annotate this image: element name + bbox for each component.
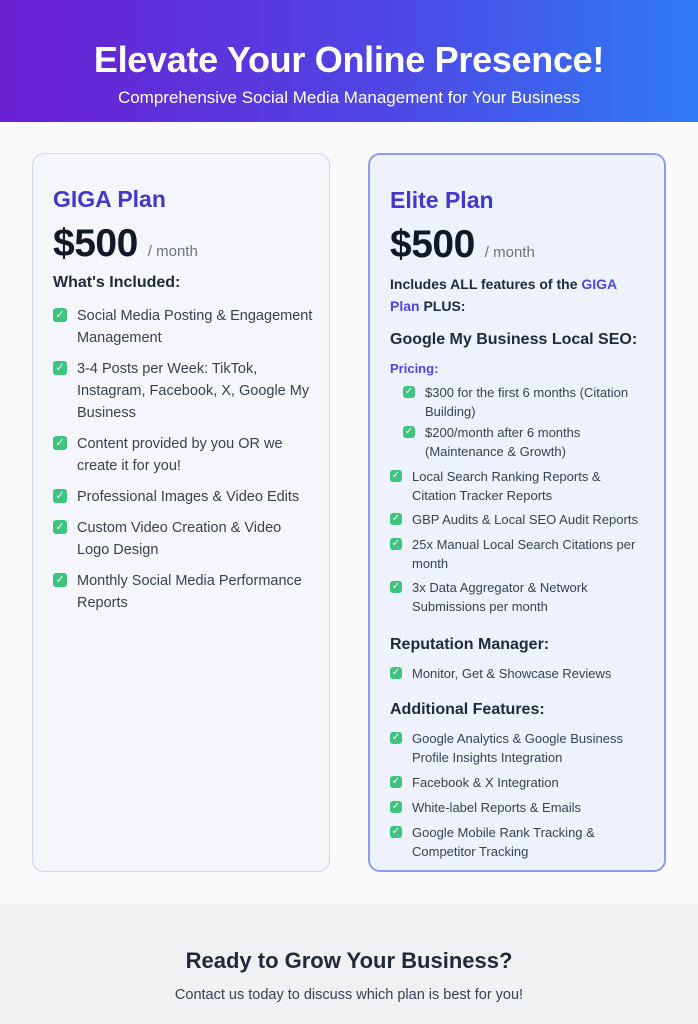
check-icon: ✓ — [53, 361, 67, 375]
check-icon: ✓ — [391, 776, 401, 787]
cta-text: Contact us today to discuss which plan is best for you! — [174, 987, 524, 1003]
elite-price-row — [390, 223, 535, 267]
pricing-label: Pricing: — [390, 361, 439, 376]
giga-plan-card — [32, 153, 330, 872]
check-icon: ✓ — [391, 801, 401, 812]
list-item: ✓ Local Search Ranking Reports & Citation Tracker Reports — [391, 469, 601, 503]
page-subtitle: Comprehensive Social Media Management for Your Business — [117, 88, 581, 107]
list-item: ✓ Monitor, Get & Showcase Reviews — [391, 666, 612, 681]
giga-price: $500 — [53, 222, 138, 265]
list-item: ✓ Content provided by you OR we create it for you! — [53, 433, 313, 477]
giga-plan-name: GIGA Plan — [53, 186, 166, 212]
page-title: Elevate Your Online Presence! — [93, 39, 605, 80]
elite-price: $500 — [390, 223, 475, 266]
additional-feature-list — [390, 729, 645, 861]
check-icon: ✓ — [391, 513, 401, 524]
check-icon: ✓ — [53, 573, 67, 587]
reputation-section-title: Reputation Manager: — [390, 636, 550, 653]
seo-feature-list — [390, 467, 645, 616]
check-icon: ✓ — [404, 426, 414, 437]
giga-period: / month — [147, 243, 198, 260]
gmb-section-title: Google My Business Local SEO: — [390, 331, 638, 348]
check-icon: ✓ — [53, 436, 67, 450]
check-icon: ✓ — [391, 581, 401, 592]
giga-feature-list — [53, 305, 313, 623]
elite-plan-name: Elite Plan — [390, 187, 494, 213]
list-item: ✓ $200/month after 6 months (Maintenance & Growth) — [404, 425, 581, 459]
list-item: ✓ 3x Data Aggregator & Network Submissions per month — [391, 580, 588, 614]
elite-intro: Includes ALL features of the GIGA Plan PLUS: — [390, 276, 617, 314]
cta-title: Ready to Grow Your Business? — [185, 948, 513, 973]
list-item: ✓ White-label Reports & Emails — [391, 800, 582, 815]
list-item: ✓ Facebook & X Integration — [391, 775, 559, 790]
reputation-list — [390, 664, 645, 683]
giga-plan-highlight: GIGA Plan — [390, 276, 617, 314]
check-icon: ✓ — [391, 667, 401, 678]
list-item: ✓ Monthly Social Media Performance Reports — [53, 570, 313, 614]
check-icon: ✓ — [53, 520, 67, 534]
list-item: ✓ 3-4 Posts per Week: TikTok, Instagram, Facebook, X, Google My Business — [53, 358, 313, 424]
list-item: ✓ Custom Video Creation & Video Logo Design — [53, 517, 313, 561]
hero-header — [0, 0, 698, 122]
list-item: ✓ 25x Manual Local Search Citations per month — [391, 537, 636, 571]
elite-plan-card — [368, 153, 666, 872]
cta-footer — [0, 904, 698, 1024]
check-icon: ✓ — [391, 732, 401, 743]
list-item: ✓ $300 for the first 6 months (Citation Building) — [404, 385, 629, 419]
additional-section-title: Additional Features: — [390, 701, 545, 718]
list-item: ✓ GBP Audits & Local SEO Audit Reports — [391, 512, 638, 527]
check-icon: ✓ — [391, 538, 401, 549]
elite-period: / month — [484, 244, 535, 261]
pricing-list — [403, 383, 643, 467]
check-icon: ✓ — [404, 386, 414, 397]
giga-price-row — [53, 222, 198, 266]
check-icon: ✓ — [53, 489, 67, 503]
list-item: ✓ Google Analytics & Google Business Profile Insights Integration — [391, 731, 624, 765]
check-icon: ✓ — [391, 470, 401, 481]
giga-included-title: What's Included: — [53, 274, 181, 291]
check-icon: ✓ — [391, 826, 401, 837]
list-item: ✓ Professional Images & Video Edits — [53, 486, 313, 508]
list-item: ✓ Social Media Posting & Engagement Management — [53, 305, 313, 349]
list-item: ✓ Google Mobile Rank Tracking & Competitor Tracking — [391, 825, 595, 859]
check-icon: ✓ — [53, 308, 67, 322]
